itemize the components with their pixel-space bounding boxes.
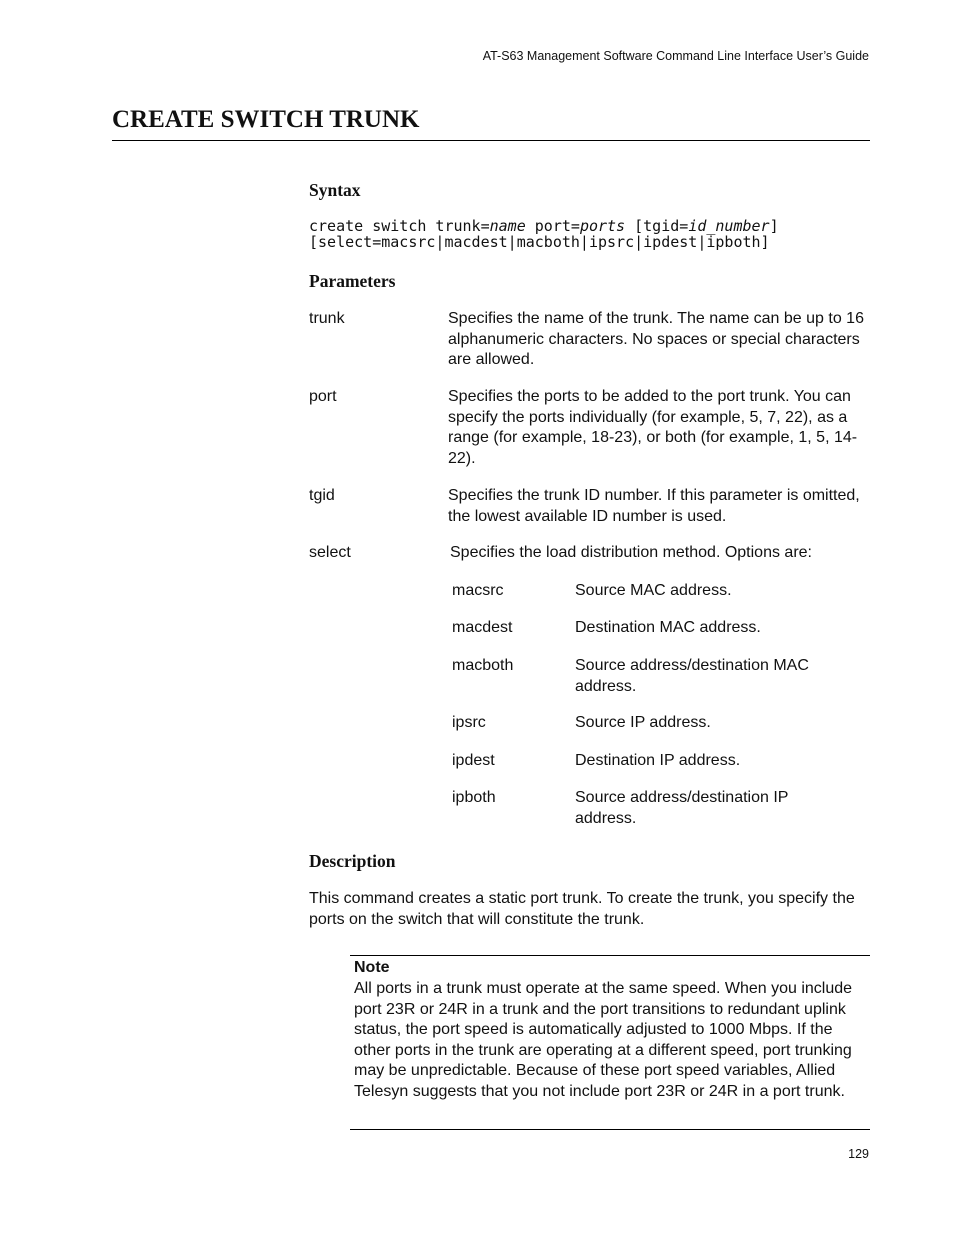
syntax-line-1 (309, 218, 779, 234)
param-desc: Specifies the load distribution method. Options are: (450, 544, 812, 561)
title-rule (112, 140, 870, 141)
option-desc: Source address/destination IP address. (575, 789, 789, 827)
note-bottom-rule (350, 1129, 870, 1130)
syntax-variable: id_number (688, 217, 770, 235)
option-desc: Source IP address. (575, 714, 711, 731)
running-header: AT-S63 Management Software Command Line Interface User’s Guide (482, 49, 869, 63)
description-text: This command creates a static port trunk. To create the trunk, you specify the ports on the switch that will constitute the trunk. (309, 890, 855, 928)
description-heading: Description (309, 851, 396, 871)
option-desc: Destination IP address. (575, 752, 741, 769)
note-title: Note (354, 959, 390, 976)
parameters-heading: Parameters (309, 271, 396, 291)
option-name: ipboth (452, 789, 496, 806)
syntax-variable: name (489, 217, 526, 235)
syntax-text: ] (769, 217, 779, 235)
syntax-text: [tgid= (625, 217, 689, 235)
param-name: port (309, 388, 337, 405)
option-desc: Destination MAC address. (575, 619, 761, 636)
option-name: macdest (452, 619, 513, 636)
param-name: select (309, 544, 351, 561)
option-name: macsrc (452, 582, 504, 599)
param-desc: Specifies the name of the trunk. The name can be up to 16 alphanumeric characters. No spaces or special characters are allowed. (448, 310, 864, 368)
option-name: ipdest (452, 752, 495, 769)
syntax-variable: ports (579, 217, 626, 235)
param-desc: Specifies the trunk ID number. If this parameter is omitted, the lowest available ID number is used. (448, 487, 860, 525)
option-name: macboth (452, 657, 514, 674)
syntax-text: port= (525, 217, 580, 235)
note-top-rule (350, 955, 870, 956)
param-desc: Specifies the ports to be added to the port trunk. You can specify the ports individually (for example, 5, 7, 22), as a range (for example, 18-23), or both (for example, 1, 5, 14-22). (448, 388, 858, 467)
param-name: trunk (309, 310, 345, 327)
option-desc: Source MAC address. (575, 582, 732, 599)
syntax-text: create switch trunk= (309, 217, 490, 235)
option-name: ipsrc (452, 714, 486, 731)
option-desc: Source address/destination MAC address. (575, 657, 809, 695)
syntax-heading: Syntax (309, 180, 361, 200)
syntax-line-2: [select=macsrc|macdest|macboth|ipsrc|ipdest|ipboth] (309, 233, 770, 251)
param-name: tgid (309, 487, 335, 504)
note-text: All ports in a trunk must operate at the same speed. When you include port 23R or 24R in a trunk and the port transitions to redundant uplink status, the port speed is automatically adjusted to 1000 Mbps. If the other ports in the trunk are operating at a different speed, port trunking may be unpredictable. Because of these port speed variables, Allied Telesyn suggests that you not include port 23R or 24R in a port trunk. (354, 980, 853, 1100)
section-title: CREATE SWITCH TRUNK (112, 106, 420, 133)
page-number: 129 (848, 1147, 869, 1161)
